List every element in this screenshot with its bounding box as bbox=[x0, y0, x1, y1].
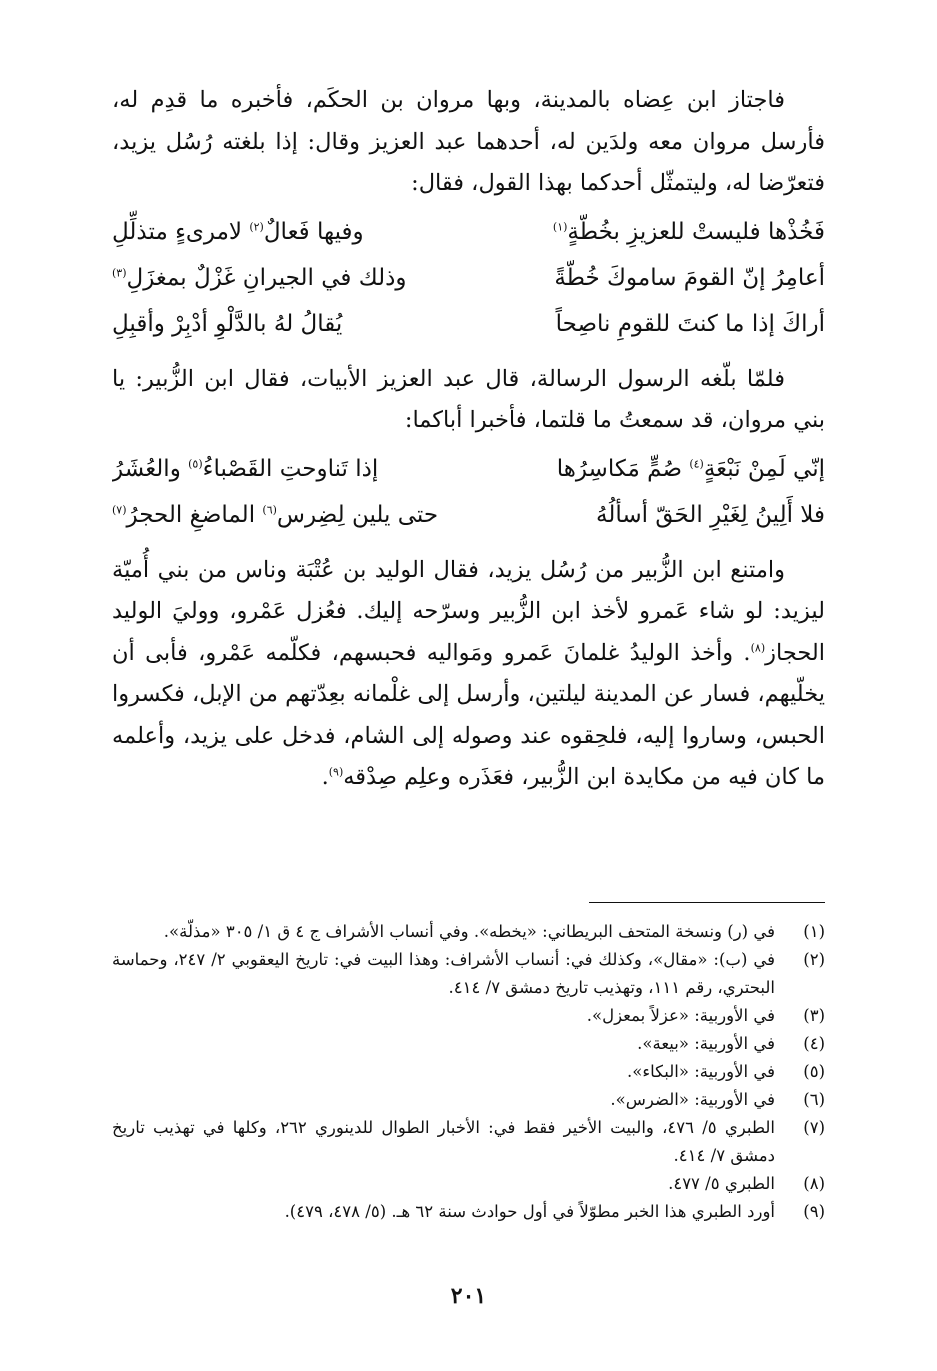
verse-text: أراكَ إذا ما كنتَ للقومِ ناصِحاً bbox=[555, 310, 825, 337]
footnote-number: (٥) bbox=[803, 1062, 825, 1081]
footnote-ref[interactable]: (٨) bbox=[750, 641, 766, 654]
footnote-number: (٩) bbox=[803, 1202, 825, 1221]
verse-line bbox=[112, 301, 825, 347]
footnotes bbox=[112, 918, 825, 1226]
footnote-divider bbox=[589, 902, 825, 903]
paragraph-1: فاجتاز ابن عِضاه بالمدينة، وبها مروان بن الحكَم، فأخبره ما قدِم له، فأرسل مروان معه ولدَين له، أحدهما عبد العزيز وقال: إذا بلغته رُسُل يزيد، فتعرّضا له، وليتمثّل أحدكما بهذا القول، فقال: bbox=[112, 87, 825, 196]
footnote-ref[interactable]: (٢) bbox=[249, 219, 264, 233]
verse-text: فَخُذْها فليستْ للعزيزِ بخُطّةٍ bbox=[567, 218, 825, 245]
verse-text: وذلك في الجيرانِ غَزْلٌ بمغزَلِ bbox=[126, 264, 407, 291]
paragraph-3 bbox=[112, 550, 825, 799]
verse-text: يُقالُ لهُ بالدَّلْوِ أدْبِرْ وأقبِلِ bbox=[112, 310, 343, 337]
footnote-text: في الأوربية: «الضرس». bbox=[610, 1090, 775, 1109]
paragraph-text: . وأخذ الوليدُ غلمانَ عَمرو ومَواليه فحبسهم، فكلّمه عَمْرو، فأبى أن يخلّيهم، فسار عن المدينة ليلتين، وأرسل إلى غلْمانه بعِدّتهم من الإبل، فكسروا الحبس، وساروا إليه، فلحِقوه عند وصوله إلى الشام، فدخل على يزيد، وأعلمه ما كان فيه من مكايدة ابن الزُّبير، فعَذَره وعلِم صِدْقه bbox=[112, 639, 825, 790]
footnote-text: في (ب): «مقال»، وكذلك في: أنساب الأشراف: وهذا البيت في: تاريخ اليعقوبي ٢/ ٢٤٧، وحماسة البحتري، رقم ١١١، وتهذيب تاريخ دمشق ٧/ ٤١٤. bbox=[112, 950, 775, 997]
poem-2 bbox=[112, 446, 825, 538]
verse-text: وفيها فَعالٌ bbox=[263, 218, 364, 245]
footnote-text: أورد الطبري هذا الخبر مطوّلاً في أول حوادث سنة ٦٢ هـ. (٥/ ٤٧٨، ٤٧٩). bbox=[284, 1202, 775, 1221]
footnote-number: (١) bbox=[803, 922, 825, 941]
verse-line bbox=[112, 446, 825, 492]
verse-line bbox=[112, 209, 825, 255]
footnote-number: (٤) bbox=[803, 1034, 825, 1053]
footnote-text: في الأوربية: «بيعة». bbox=[637, 1034, 775, 1053]
verse-first-hemistich bbox=[497, 492, 825, 538]
verse-first-hemistich bbox=[497, 209, 825, 255]
paragraph-text: وامتنع ابن الزُّبير من رُسُل يزيد، فقال الوليد بن عُتْبَة وناس من بني أُميّة ليزيد: لو شاء عَمرو لأخذ ابن الزُّبير وسرّحه إليك. فعُزل عَمْرو، ووليَ الوليد الحجاز bbox=[112, 556, 825, 666]
paragraph-2: فلمّا بلّغه الرسول الرسالة، قال عبد العزيز الأبيات، فقال ابن الزُّبير: يا بني مروان، قد سمعتُ ما قلتما، فأخبرا أباكما: bbox=[112, 365, 825, 433]
verse-text: والعُشَرُ bbox=[112, 455, 189, 482]
verse-first-hemistich bbox=[497, 255, 825, 301]
footnote bbox=[112, 1058, 825, 1086]
poem-1 bbox=[112, 209, 825, 347]
footnote bbox=[112, 1086, 825, 1114]
verse-first-hemistich bbox=[497, 446, 825, 492]
verse-first-hemistich bbox=[497, 301, 825, 347]
footnote-number: (٧) bbox=[803, 1118, 825, 1137]
footnote-ref[interactable]: (٦) bbox=[262, 502, 277, 516]
verse-line bbox=[112, 255, 825, 301]
footnote-text: الطبري ٥/ ٤٧٦، والبيت الأخير فقط في: الأخبار الطوال للدينوري ٢٦٢، وكلها في تهذيب تاريخ دمشق ٧/ ٤١٤. bbox=[112, 1118, 775, 1165]
footnote-text: في الأوربية: «عزلاً بمعزل». bbox=[586, 1006, 775, 1025]
footnote bbox=[112, 1170, 825, 1198]
paragraph-text: . bbox=[321, 764, 329, 790]
verse-second-hemistich bbox=[112, 492, 440, 538]
footnote-ref[interactable]: (٣) bbox=[112, 265, 127, 279]
verse-second-hemistich bbox=[112, 209, 440, 255]
verse-text: لامرىءٍ متذلِّلِ bbox=[112, 218, 250, 245]
verse-text: فلا أَلِينُ لِغَيْرِ الحَقّ أسألُهُ bbox=[596, 501, 825, 528]
footnote-text: في (ر) ونسخة المتحف البريطاني: «يخطه». وفي أنساب الأشراف ج ٤ ق ١/ ٣٠٥ «مذلّة». bbox=[163, 922, 775, 941]
verse-second-hemistich bbox=[112, 301, 440, 347]
footnote-ref[interactable]: (٤) bbox=[689, 456, 704, 470]
verse-text: أعامِرُ إنّ القومَ ساموكَ خُطّةً bbox=[554, 264, 825, 291]
page-number: ٢٠١ bbox=[450, 1283, 487, 1309]
verse-text: حتى يلين لِضِرس bbox=[276, 501, 439, 528]
footnote bbox=[112, 1198, 825, 1226]
verse-text: الماضغِ الحجرُ bbox=[126, 501, 263, 528]
footnote bbox=[112, 946, 825, 1002]
footnote-number: (٢) bbox=[803, 950, 825, 969]
footnote bbox=[112, 1002, 825, 1030]
footnote-ref[interactable]: (١) bbox=[552, 219, 568, 233]
footnote-text: الطبري ٥/ ٤٧٧. bbox=[668, 1174, 775, 1193]
verse-second-hemistich bbox=[112, 255, 440, 301]
footnote-number: (٦) bbox=[803, 1090, 825, 1109]
verse-second-hemistich bbox=[112, 446, 440, 492]
verse-text: إذا تَناوحتِ القَصْباءُ bbox=[202, 455, 379, 482]
footnote bbox=[112, 1030, 825, 1058]
verse-line bbox=[112, 492, 825, 538]
verse-text: صُمٍّ مَكاسِرُها bbox=[556, 455, 690, 482]
verse-text: إنّي لَمِنْ نَبْعَةٍ bbox=[703, 455, 825, 482]
footnote-number: (٣) bbox=[803, 1006, 825, 1025]
footnote-text: في الأوربية: «البكاء». bbox=[627, 1062, 775, 1081]
footnote bbox=[112, 1114, 825, 1170]
footnote-ref[interactable]: (٧) bbox=[112, 502, 127, 516]
footnote-number: (٨) bbox=[803, 1174, 825, 1193]
footnote-ref[interactable]: (٩) bbox=[328, 765, 344, 779]
footnote-ref[interactable]: (٥) bbox=[188, 456, 203, 470]
footnote bbox=[112, 918, 825, 946]
